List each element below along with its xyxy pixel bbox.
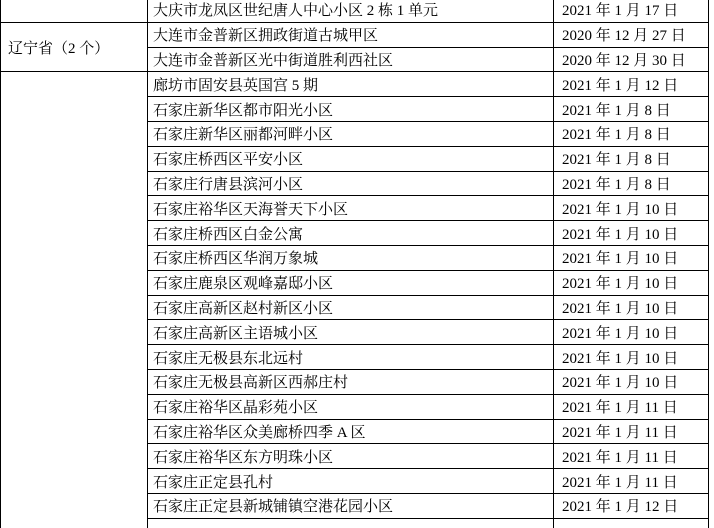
- location-cell: [148, 420, 554, 445]
- date-text: 2020 年 12 月 30 日: [562, 52, 686, 69]
- location-text: 廊坊市固安县英国宫 5 期: [153, 77, 319, 94]
- date-cell: [554, 271, 709, 296]
- date-cell: [554, 48, 709, 73]
- date-cell: [554, 296, 709, 321]
- location-text: 石家庄裕华区东方明珠小区: [153, 449, 334, 466]
- location-cell: [148, 147, 554, 172]
- date-text: 2021 年 1 月 10 日: [562, 226, 679, 243]
- date-cell: [554, 172, 709, 197]
- location-text: 石家庄鹿泉区观峰嘉邸小区: [153, 276, 334, 293]
- location-text: 石家庄行唐县滨河小区: [153, 176, 304, 193]
- location-text: 石家庄无极县高新区西郝庄村: [153, 375, 349, 392]
- location-cell: [148, 320, 554, 345]
- date-text: 2021 年 1 月 11 日: [562, 449, 678, 466]
- date-cell: [554, 395, 709, 420]
- location-text: 石家庄新华区丽都河畔小区: [153, 127, 334, 144]
- location-text: 石家庄无极县东北远村: [153, 350, 304, 367]
- date-text: 2021 年 1 月 10 日: [562, 251, 679, 268]
- date-cell: [554, 23, 709, 48]
- location-cell: [148, 395, 554, 420]
- location-cell: [148, 23, 554, 48]
- date-cell: [554, 72, 709, 97]
- location-cell: [148, 221, 554, 246]
- location-text: 石家庄裕华区晶彩苑小区: [153, 400, 319, 417]
- date-text: 2021 年 1 月 10 日: [562, 325, 679, 342]
- date-text: 2021 年 1 月 17 日: [562, 3, 679, 20]
- location-text: 石家庄高新区主语城小区: [153, 325, 319, 342]
- location-cell: [148, 444, 554, 469]
- table-cell-partial-location: [148, 519, 554, 528]
- location-text: 石家庄桥西区白金公寓: [153, 226, 304, 243]
- location-text: 大庆市龙凤区世纪唐人中心小区 2 栋 1 单元: [153, 3, 439, 20]
- location-cell: [148, 72, 554, 97]
- location-text: 石家庄高新区赵村新区小区: [153, 300, 334, 317]
- date-cell: [554, 196, 709, 221]
- date-text: 2021 年 1 月 10 日: [562, 201, 679, 218]
- date-text: 2021 年 1 月 12 日: [562, 77, 679, 94]
- date-text: 2021 年 1 月 8 日: [562, 176, 671, 193]
- date-cell: [554, 370, 709, 395]
- date-cell: [554, 320, 709, 345]
- location-text: 大连市金普新区光中街道胜利西社区: [153, 52, 394, 69]
- date-cell: [554, 147, 709, 172]
- location-cell: [148, 0, 554, 23]
- location-text: 石家庄裕华区天海誉天下小区: [153, 201, 349, 218]
- location-cell: [148, 196, 554, 221]
- date-text: 2021 年 1 月 10 日: [562, 350, 679, 367]
- date-text: 2021 年 1 月 11 日: [562, 424, 678, 441]
- date-cell: [554, 0, 709, 23]
- date-text: 2021 年 1 月 12 日: [562, 499, 679, 516]
- table-cell-partial-date: [554, 519, 709, 528]
- province-group-cell-top: [1, 0, 148, 23]
- date-text: 2021 年 1 月 8 日: [562, 102, 671, 119]
- location-text: 石家庄桥西区平安小区: [153, 152, 304, 169]
- location-text: 石家庄裕华区众美廊桥四季 A 区: [153, 424, 366, 441]
- date-text: 2021 年 1 月 11 日: [562, 474, 678, 491]
- location-text: 石家庄正定县孔村: [153, 474, 274, 491]
- location-text: 大连市金普新区拥政街道古城甲区: [153, 28, 379, 45]
- location-cell: [148, 494, 554, 519]
- date-text: 2021 年 1 月 10 日: [562, 276, 679, 293]
- province-label: 辽宁省（2 个）: [8, 40, 110, 57]
- date-cell: [554, 221, 709, 246]
- date-cell: [554, 469, 709, 494]
- date-text: 2021 年 1 月 10 日: [562, 300, 679, 317]
- date-cell: [554, 97, 709, 122]
- date-text: 2021 年 1 月 8 日: [562, 127, 671, 144]
- date-text: 2021 年 1 月 11 日: [562, 400, 678, 417]
- date-text: 2021 年 1 月 8 日: [562, 152, 671, 169]
- province-group-cell-bottom: [1, 72, 148, 528]
- province-group-cell-liaoning: [1, 23, 148, 73]
- location-text: 石家庄新华区都市阳光小区: [153, 102, 334, 119]
- date-cell: [554, 420, 709, 445]
- location-cell: [148, 469, 554, 494]
- location-cell: [148, 370, 554, 395]
- date-cell: [554, 246, 709, 271]
- location-cell: [148, 246, 554, 271]
- location-cell: [148, 296, 554, 321]
- location-cell: [148, 122, 554, 147]
- location-cell: [148, 271, 554, 296]
- location-text: 石家庄正定县新城铺镇空港花园小区: [153, 499, 394, 516]
- date-cell: [554, 494, 709, 519]
- location-cell: [148, 48, 554, 73]
- date-cell: [554, 444, 709, 469]
- date-cell: [554, 122, 709, 147]
- date-cell: [554, 345, 709, 370]
- location-cell: [148, 172, 554, 197]
- location-cell: [148, 345, 554, 370]
- date-text: 2020 年 12 月 27 日: [562, 28, 686, 45]
- location-text: 石家庄桥西区华润万象城: [153, 251, 319, 268]
- location-cell: [148, 97, 554, 122]
- date-text: 2021 年 1 月 10 日: [562, 375, 679, 392]
